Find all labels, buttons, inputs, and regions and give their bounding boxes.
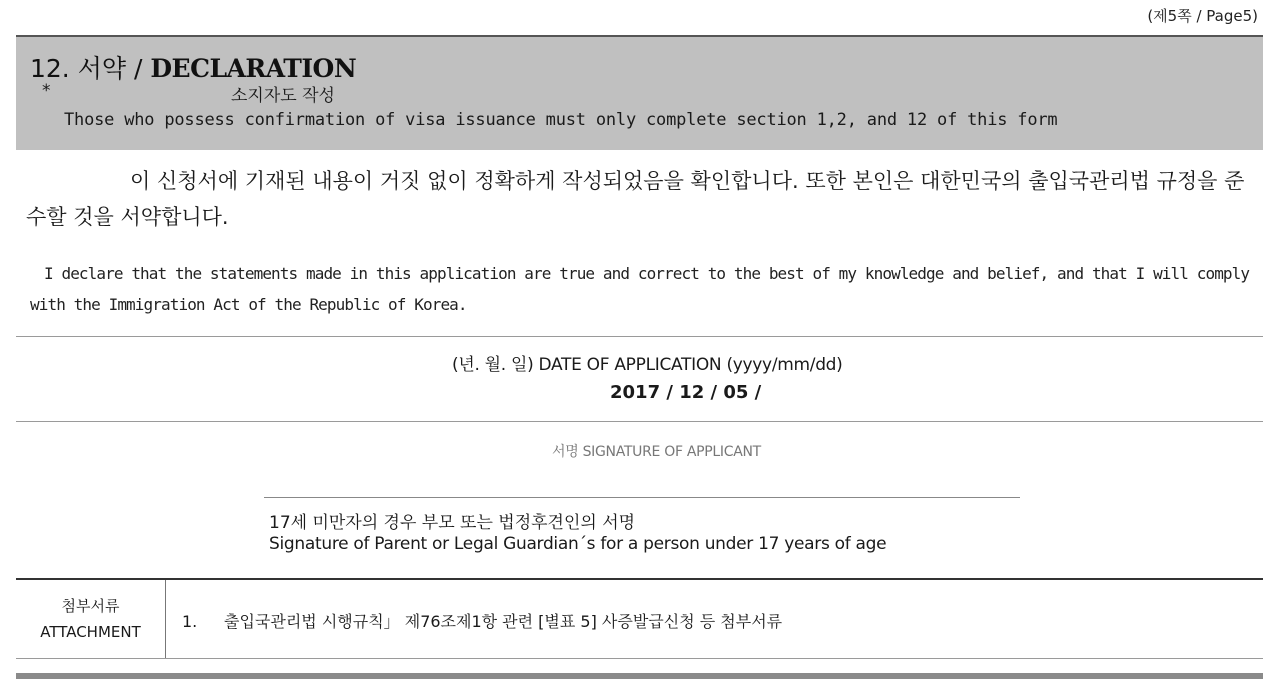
attachment-table xyxy=(16,578,1263,659)
attachment-item-text: 출입국관리법 시행규칙」 제76조제1항 관련 [별표 5] 사증발급신청 등 첨부서류 xyxy=(224,612,783,631)
declaration-text-english: I declare that the statements made in this application are true and correct to the best of my knowledge and belief, and that I will comply with the Immigration Act of the Republic of Korea. xyxy=(30,264,1250,314)
declaration-section-header xyxy=(16,35,1263,150)
date-of-application-value: 2017 / 12 / 05 / xyxy=(610,382,762,403)
note-asterisk: * xyxy=(42,81,51,101)
section-title-korean: 12. 서약 / xyxy=(30,54,151,83)
attachment-item xyxy=(182,609,782,632)
signature-label: 서명 SIGNATURE OF APPLICANT xyxy=(552,444,761,460)
section-title xyxy=(30,49,356,85)
attachment-label-english: ATTACHMENT xyxy=(40,623,141,641)
note-korean: 소지자도 작성 xyxy=(231,86,335,106)
attachment-header xyxy=(16,580,166,658)
section-title-english: DECLARATION xyxy=(150,54,357,83)
divider xyxy=(16,421,1263,422)
note-english: Those who possess confirmation of visa issuance must only complete section 1,2, and 12 of this form xyxy=(64,110,1058,130)
guardian-signature-korean: 17세 미만자의 경우 부모 또는 법정후견인의 서명 xyxy=(269,513,636,533)
attachment-label-korean: 첨부서류 xyxy=(61,597,120,615)
guardian-signature-english: Signature of Parent or Legal Guardian´s for a person under 17 years of age xyxy=(269,534,887,554)
attachment-item-number: 1. xyxy=(182,612,198,631)
divider xyxy=(16,336,1263,337)
page-number: (제5쪽 / Page5) xyxy=(1147,7,1258,25)
bottom-border xyxy=(16,673,1263,679)
date-of-application-label: (년. 월. 일) DATE OF APPLICATION (yyyy/mm/dd) xyxy=(452,355,843,375)
signature-line[interactable] xyxy=(264,497,1020,498)
declaration-text-korean: 이 신청서에 기재된 내용이 거짓 없이 정확하게 작성되었음을 확인합니다. 또한 본인은 대한민국의 출입국관리법 규정을 준수할 것을 서약합니다. xyxy=(26,169,1245,229)
